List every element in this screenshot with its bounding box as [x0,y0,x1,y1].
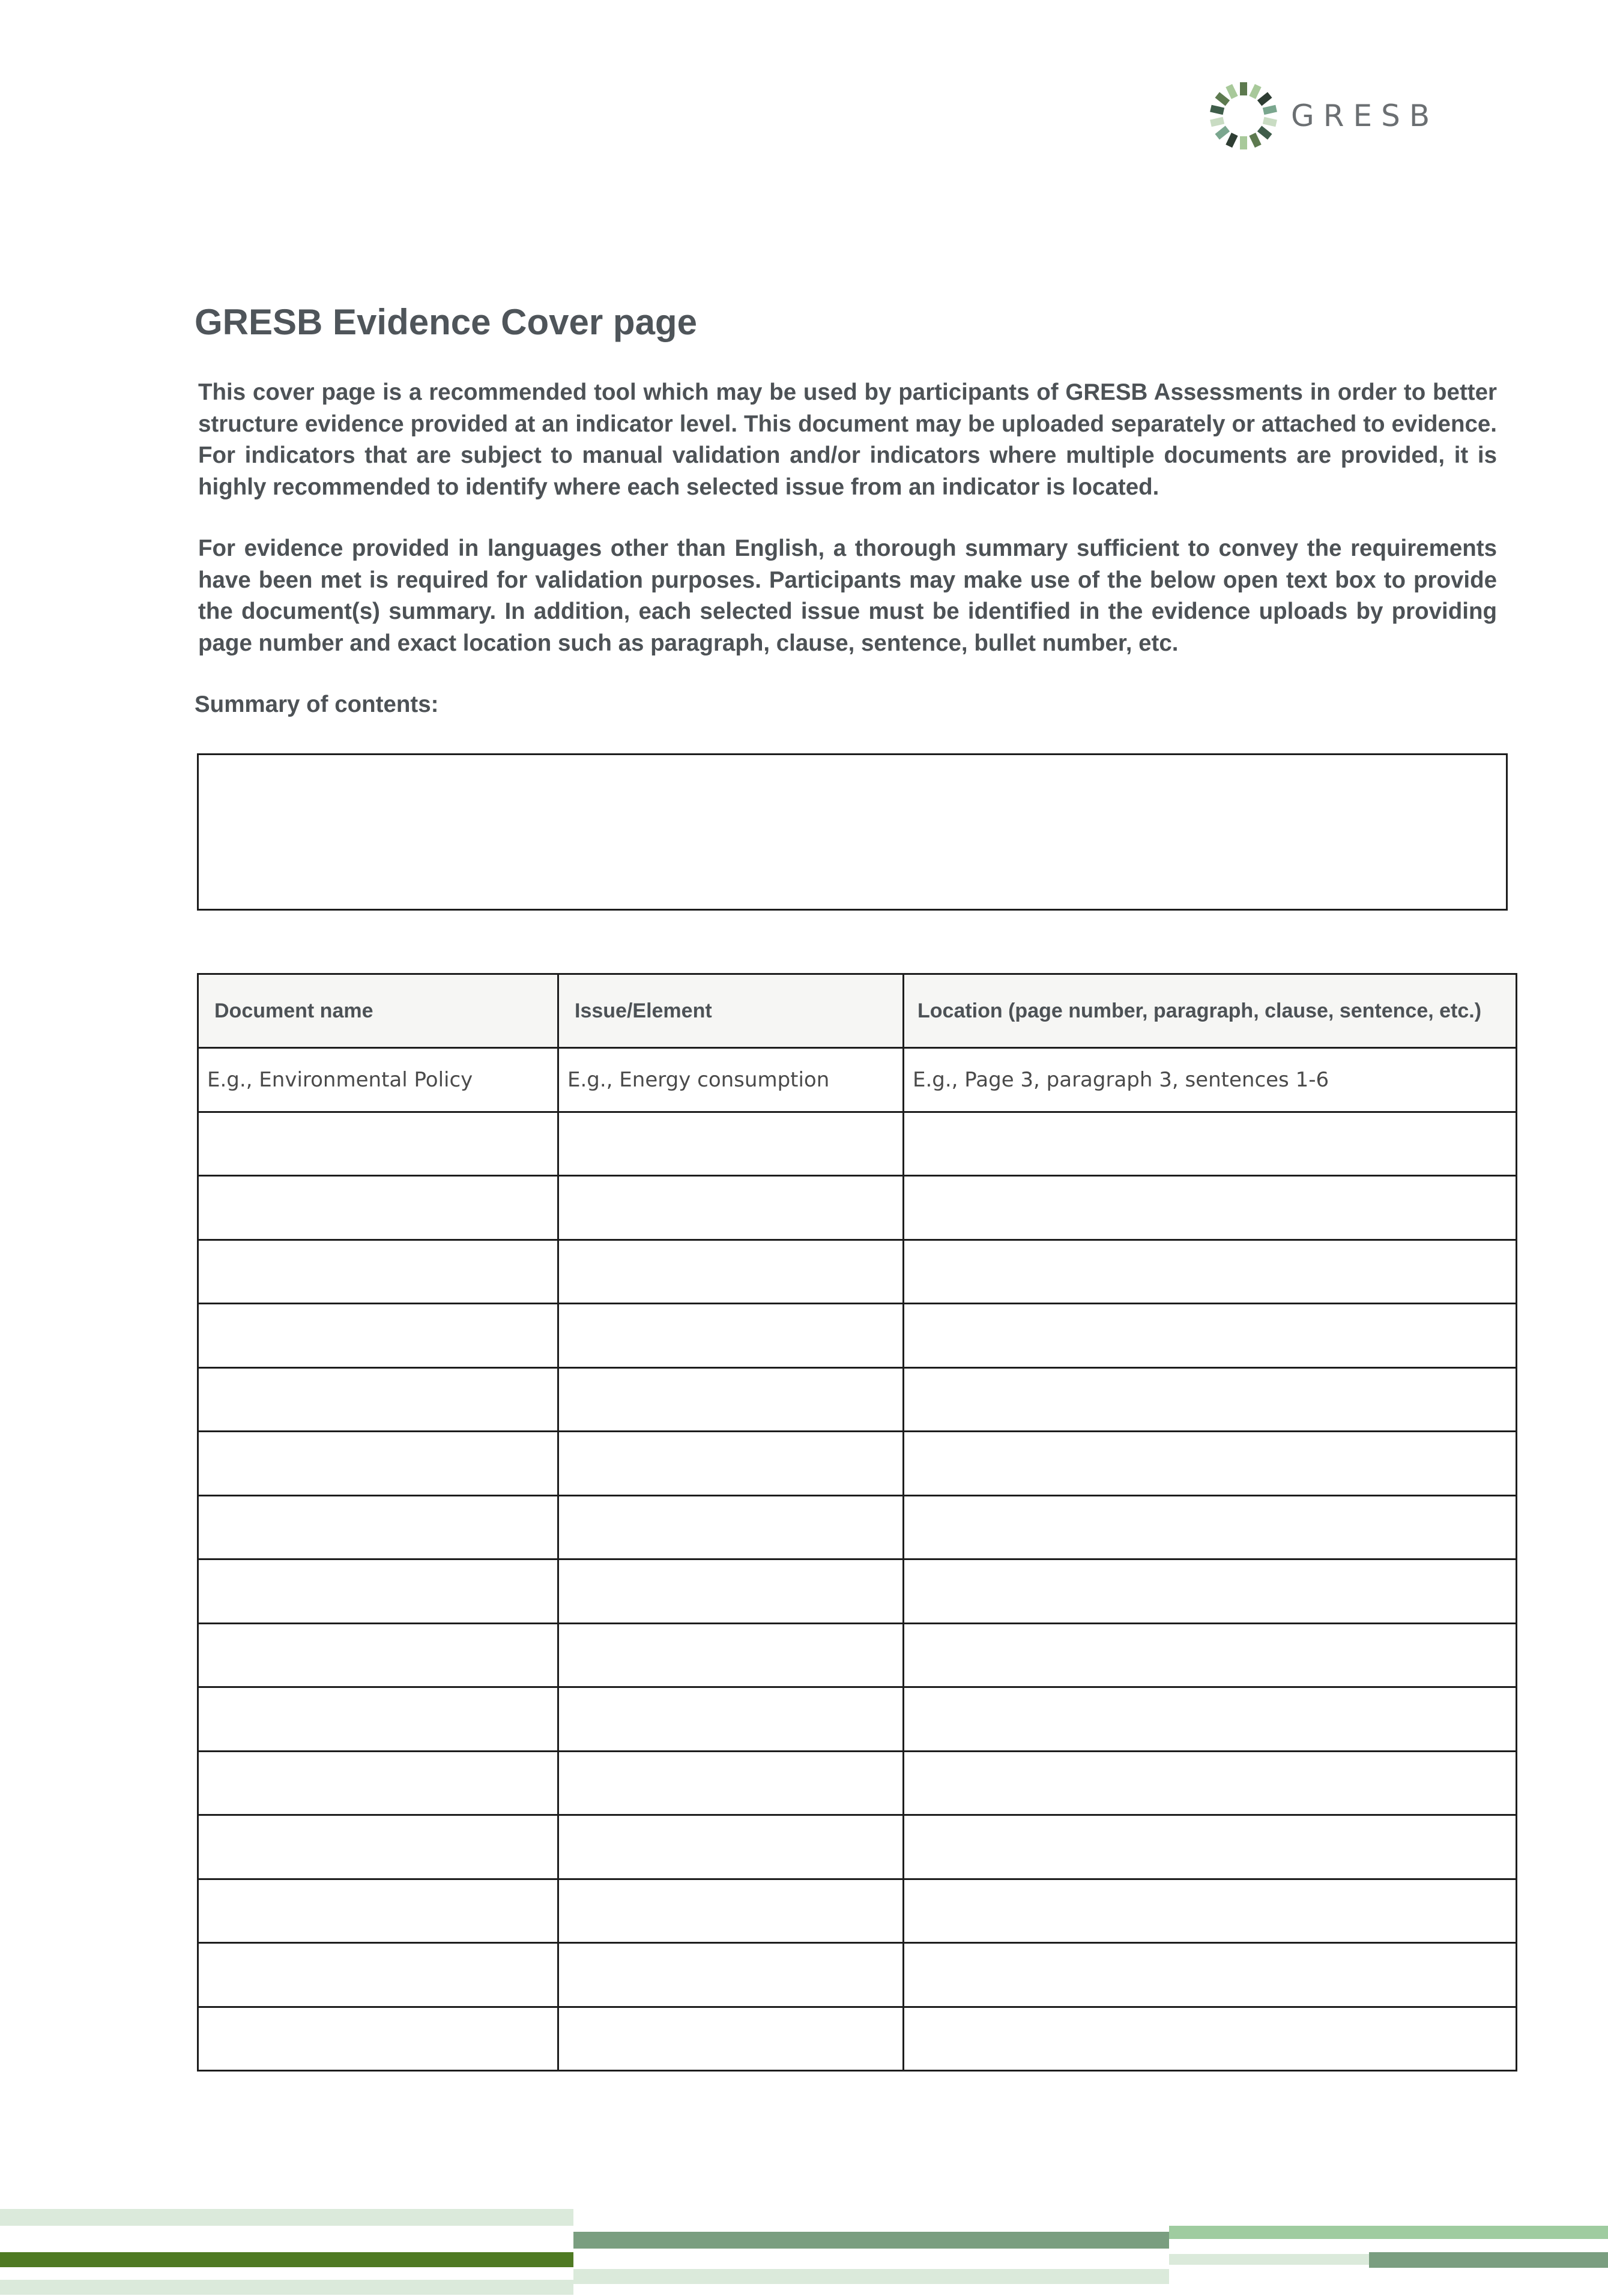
table-row [198,1687,1517,1752]
cell-issue-element[interactable] [558,1112,904,1176]
cell-location[interactable]: E.g., Page 3, paragraph 3, sentences 1-6 [904,1048,1517,1112]
table-row [198,1751,1517,1815]
header-document-name: Document name [198,974,558,1048]
cell-document-name[interactable] [198,1176,558,1240]
cell-location[interactable] [904,1367,1517,1432]
cell-document-name[interactable]: E.g., Environmental Policy [198,1048,558,1112]
footer-stripe [1169,2226,1608,2239]
table-row [198,1176,1517,1240]
table-row [198,1240,1517,1304]
logo-segment [1226,84,1238,99]
cell-location[interactable] [904,2007,1517,2071]
cell-location[interactable] [904,1559,1517,1624]
cell-document-name[interactable] [198,1623,558,1687]
cell-document-name[interactable] [198,1112,558,1176]
cell-location[interactable] [904,1687,1517,1752]
cell-issue-element[interactable] [558,1943,904,2007]
cell-document-name[interactable] [198,1751,558,1815]
header-location: Location (page number, paragraph, clause, sentence, etc.) [904,974,1517,1048]
table-row [198,1048,1517,1112]
footer-stripe [1369,2252,1608,2268]
logo-segment [1240,136,1247,149]
cell-document-name[interactable] [198,1559,558,1624]
logo-segment [1249,133,1261,148]
table-row [198,1943,1517,2007]
cell-document-name[interactable] [198,1240,558,1304]
table-row [198,1304,1517,1368]
table-row [198,1367,1517,1432]
cell-issue-element[interactable] [558,1815,904,1879]
gresb-logo-icon [1208,80,1279,151]
summary-label: Summary of contents: [195,692,439,717]
cell-issue-element[interactable]: E.g., Energy consumption [558,1048,904,1112]
page-title: GRESB Evidence Cover page [195,302,697,342]
cell-document-name[interactable] [198,1432,558,1496]
cell-issue-element[interactable] [558,1240,904,1304]
cell-issue-element[interactable] [558,1687,904,1752]
cell-location[interactable] [904,1112,1517,1176]
table-row [198,1879,1517,1943]
logo-segment [1210,117,1224,127]
cell-document-name[interactable] [198,1367,558,1432]
cell-location[interactable] [904,1495,1517,1559]
table-row [198,1559,1517,1624]
cell-document-name[interactable] [198,1687,558,1752]
header-issue-element: Issue/Element [558,974,904,1048]
logo-segment [1215,126,1230,140]
cell-issue-element[interactable] [558,1432,904,1496]
logo-segment [1257,126,1272,140]
table-row [198,1815,1517,1879]
table-row [198,2007,1517,2071]
logo-segment [1240,82,1247,95]
cell-location[interactable] [904,1432,1517,1496]
cell-issue-element[interactable] [558,1879,904,1943]
intro-paragraph: This cover page is a recommended tool which may be used by participants of GRESB Assessments in order to better structure evidence provided at an indicator level. This document may be uploaded separately or attached to evidence. For indicators that are subject to manual validation and/or indicators where multiple documents are provided, it is highly recommended to identify where each selected issue from an indicator is located. [198,379,1497,500]
cell-location[interactable] [904,1943,1517,2007]
cell-document-name[interactable] [198,2007,558,2071]
footer-stripe [0,2280,573,2295]
cell-document-name[interactable] [198,1304,558,1368]
cell-location[interactable] [904,1815,1517,1879]
footer-stripe [0,2209,573,2226]
cell-location[interactable] [904,1304,1517,1368]
cell-location[interactable] [904,1623,1517,1687]
footer-stripe [0,2252,573,2267]
language-paragraph: For evidence provided in languages other than English, a thorough summary sufficient to convey the requirements have been met is required for validation purposes. Participants may make use of the below open text box to provide the document(s) summary. In addition, each selected issue must be identified in the evidence uploads by providing page number and exact location such as paragraph, clause, sentence, bullet number, etc. [198,535,1497,656]
cell-issue-element[interactable] [558,1367,904,1432]
logo-segment [1215,92,1230,106]
cell-issue-element[interactable] [558,2007,904,2071]
footer-stripe [573,2232,1169,2249]
logo-segment [1249,84,1261,99]
cell-location[interactable] [904,1176,1517,1240]
logo-segment [1263,105,1277,115]
table-header-row [198,974,1517,1048]
cell-document-name[interactable] [198,1815,558,1879]
cell-issue-element[interactable] [558,1495,904,1559]
cell-issue-element[interactable] [558,1304,904,1368]
logo-segment [1210,105,1224,115]
cell-location[interactable] [904,1240,1517,1304]
logo-text: GRESB [1291,98,1439,133]
logo-segment [1257,92,1272,106]
table-row [198,1623,1517,1687]
cell-location[interactable] [904,1751,1517,1815]
summary-text-box[interactable] [197,753,1508,911]
cell-document-name[interactable] [198,1879,558,1943]
cell-issue-element[interactable] [558,1559,904,1624]
cell-issue-element[interactable] [558,1751,904,1815]
cell-document-name[interactable] [198,1943,558,2007]
gresb-logo [1208,80,1439,152]
table-row [198,1495,1517,1559]
evidence-table [197,973,1517,2072]
cell-issue-element[interactable] [558,1176,904,1240]
cell-location[interactable] [904,1879,1517,1943]
footer-stripe [573,2269,1169,2284]
logo-segment [1263,117,1277,127]
logo-segment [1226,133,1238,148]
table-row [198,1112,1517,1176]
table-row [198,1432,1517,1496]
cell-issue-element[interactable] [558,1623,904,1687]
cell-document-name[interactable] [198,1495,558,1559]
